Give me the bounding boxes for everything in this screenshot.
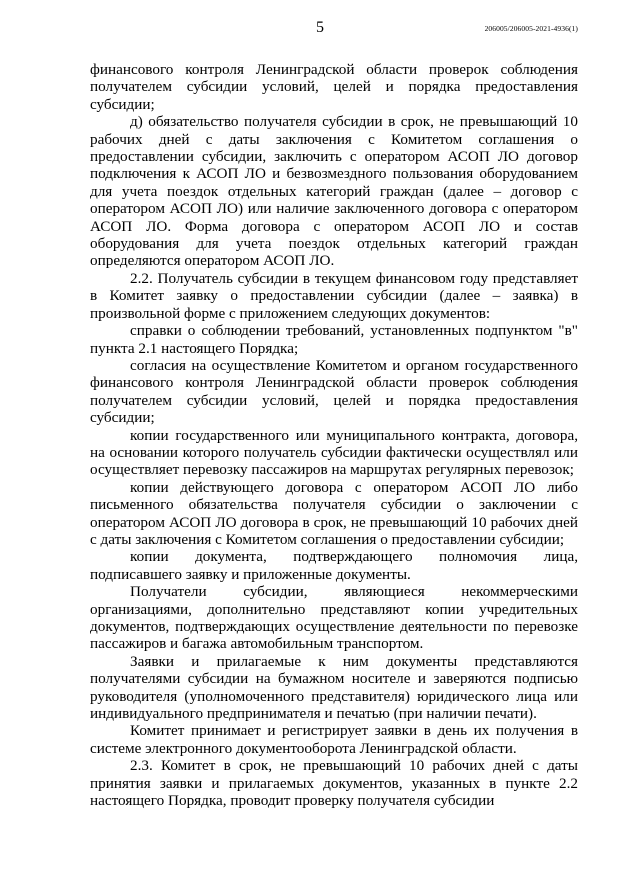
paragraph: Комитет принимает и регистрирует заявки в день их получения в системе электронного документооборота Ленинградской области. <box>90 722 578 757</box>
paragraph: Заявки и прилагаемые к ним документы представляются получателями субсидии на бумажном носителе и заверяются подписью руководителя (уполномоченного представителя) юридического лица или индивидуального предпринимателя и печатью (при наличии печати). <box>90 652 578 723</box>
paragraph: 2.3. Комитет в срок, не превышающий 10 рабочих дней с даты принятия заявки и прилагаемых документов, указанных в пункте 2.2 настоящего Порядка, проводит проверку получателя субсидии <box>90 757 578 810</box>
paragraph: справки о соблюдении требований, установленных подпунктом "в" пункта 2.1 настоящего Порядка; <box>90 322 578 357</box>
page-number: 5 <box>316 19 324 36</box>
document-id: 206005/206005-2021-4936(1) <box>484 24 578 33</box>
paragraph: финансового контроля Ленинградской области проверок соблюдения получателем субсидии условий, целей и порядка предоставления субсидии; <box>90 61 578 113</box>
paragraph: согласия на осуществление Комитетом и органом государственного финансового контроля Ленинградской области проверок соблюдения получателем субсидии условий, целей и порядка предоставления субсидии; <box>90 356 578 427</box>
paragraph: копии государственного или муниципального контракта, договора, на основании которого получатель субсидии фактически осуществлял или осуществляет перевозку пассажиров на маршрутах регулярных перевозок; <box>90 426 578 479</box>
paragraph: Получатели субсидии, являющиеся некоммерческими организациями, дополнительно представляют копии учредительных документов, подтверждающих осуществление деятельности по перевозке пассажиров и багажа автомобильным транспортом. <box>90 583 578 653</box>
paragraph: копии документа, подтверждающего полномочия лица, подписавшего заявку и приложенные документы. <box>90 548 578 583</box>
paragraph: копии действующего договора с оператором АСОП ЛО либо письменного обязательства получателя субсидии о заключении с оператором АСОП ЛО договора в срок, не превышающий 10 рабочих дней с даты заключения с Комитетом соглашения о предоставлении субсидии; <box>90 478 578 548</box>
document-body <box>90 61 578 809</box>
paragraph: д) обязательство получателя субсидии в срок, не превышающий 10 рабочих дней с даты заключения с Комитетом соглашения о предоставлении субсидии, заключить с оператором АСОП ЛО договор подключения к АСОП ЛО и безвозмездного пользования оборудованием для учета поездок отдельных категорий граждан (далее – договор с оператором АСОП ЛО) или наличие заключенного договора с оператором АСОП ЛО. Форма договора с оператором АСОП ЛО и состав оборудования для учета поездок отдельных категорий граждан определяются оператором АСОП ЛО. <box>90 113 578 270</box>
paragraph: 2.2. Получатель субсидии в текущем финансовом году представляет в Комитет заявку о предоставлении субсидии (далее – заявка) в произвольной форме с приложением следующих документов: <box>90 269 578 322</box>
